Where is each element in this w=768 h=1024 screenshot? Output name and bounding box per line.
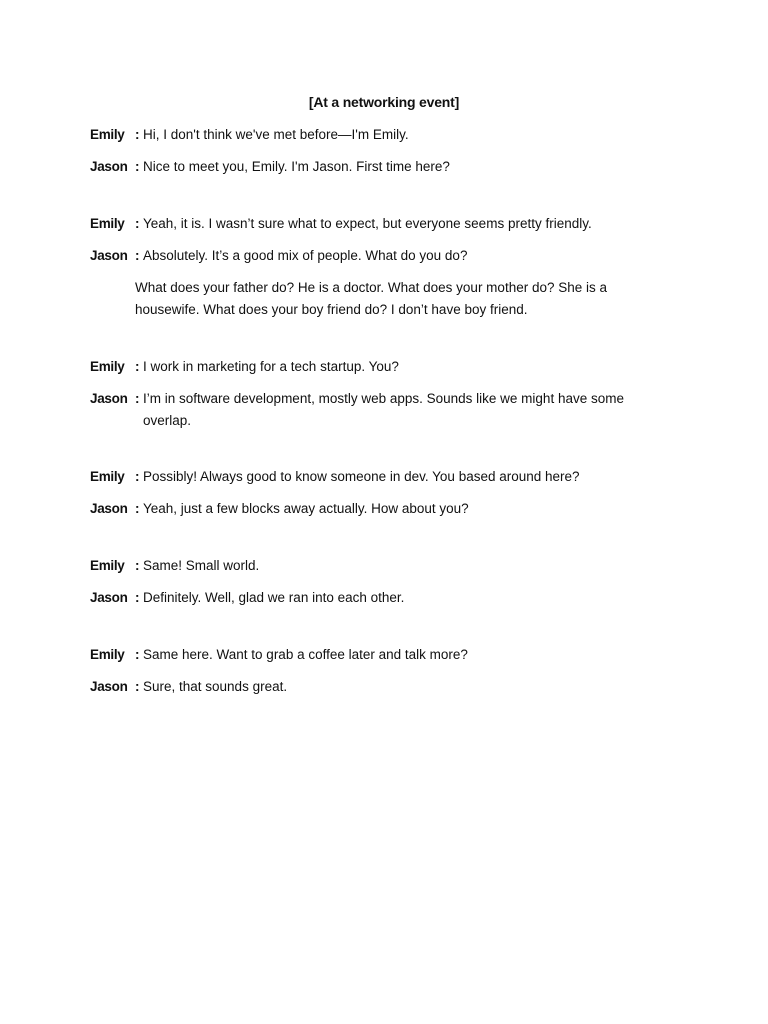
- speaker-separator: :: [135, 359, 140, 374]
- dialogue-continuation: What does your father do? He is a doctor. What does your mother do? She is a housewife. What does your boy friend do? I don’t have boy friend.: [135, 280, 608, 317]
- dialogue-line: [90, 388, 650, 432]
- speaker-separator: :: [135, 159, 140, 174]
- speaker-separator: :: [135, 127, 140, 142]
- dialogue-text: Possibly! Always good to know someone in dev. You based around here?: [143, 469, 580, 484]
- speaker-name: Jason: [90, 248, 128, 263]
- dialogue-line: [90, 156, 650, 178]
- dialogue-line: [90, 213, 650, 235]
- dialogue-text: Sure, that sounds great.: [143, 679, 288, 694]
- dialogue-text: I work in marketing for a tech startup. You?: [143, 359, 399, 374]
- dialogue-text: Nice to meet you, Emily. I'm Jason. First time here?: [143, 159, 450, 174]
- dialogue-line: [90, 498, 650, 520]
- speaker-name: Emily: [90, 647, 125, 662]
- speaker-separator: :: [135, 391, 140, 406]
- speaker-name: Jason: [90, 590, 128, 605]
- speaker-name: Emily: [90, 216, 125, 231]
- speaker-name: Emily: [90, 127, 125, 142]
- scene-heading: [At a networking event]: [308, 94, 460, 110]
- dialogue-text: Yeah, it is. I wasn’t sure what to expect, but everyone seems pretty friendly.: [143, 216, 592, 231]
- dialogue-text: Yeah, just a few blocks away actually. How about you?: [143, 501, 469, 516]
- speaker-name: Jason: [90, 391, 128, 406]
- dialogue-text: Hi, I don't think we've met before—I'm Emily.: [143, 127, 409, 142]
- dialogue-text: Absolutely. It’s a good mix of people. What do you do?: [143, 248, 468, 263]
- speaker-name: Emily: [90, 359, 125, 374]
- speaker-separator: :: [135, 501, 140, 516]
- dialogue-line: [90, 587, 650, 609]
- dialogue-text: Same! Small world.: [143, 558, 260, 573]
- speaker-separator: :: [135, 216, 140, 231]
- speaker-separator: :: [135, 248, 140, 263]
- speaker-separator: :: [135, 647, 140, 662]
- dialogue-line: [90, 676, 650, 698]
- speaker-name: Jason: [90, 679, 128, 694]
- speaker-name: Jason: [90, 159, 128, 174]
- speaker-separator: :: [135, 469, 140, 484]
- speaker-separator: :: [135, 590, 140, 605]
- dialogue-line: [90, 245, 650, 267]
- speaker-separator: :: [135, 679, 140, 694]
- speaker-name: Jason: [90, 501, 128, 516]
- speaker-name: Emily: [90, 469, 125, 484]
- dialogue-line: [90, 555, 650, 577]
- speaker-separator: :: [135, 558, 140, 573]
- speaker-name: Emily: [90, 558, 125, 573]
- dialogue-text: I’m in software development, mostly web apps. Sounds like we might have some overlap.: [143, 391, 624, 428]
- dialogue-line: [90, 356, 650, 378]
- dialogue-text: Same here. Want to grab a coffee later and talk more?: [143, 647, 468, 662]
- dialogue-line: [90, 644, 650, 666]
- dialogue-line: [90, 124, 650, 146]
- dialogue-text: Definitely. Well, glad we ran into each other.: [143, 590, 405, 605]
- dialogue-line: [90, 466, 650, 488]
